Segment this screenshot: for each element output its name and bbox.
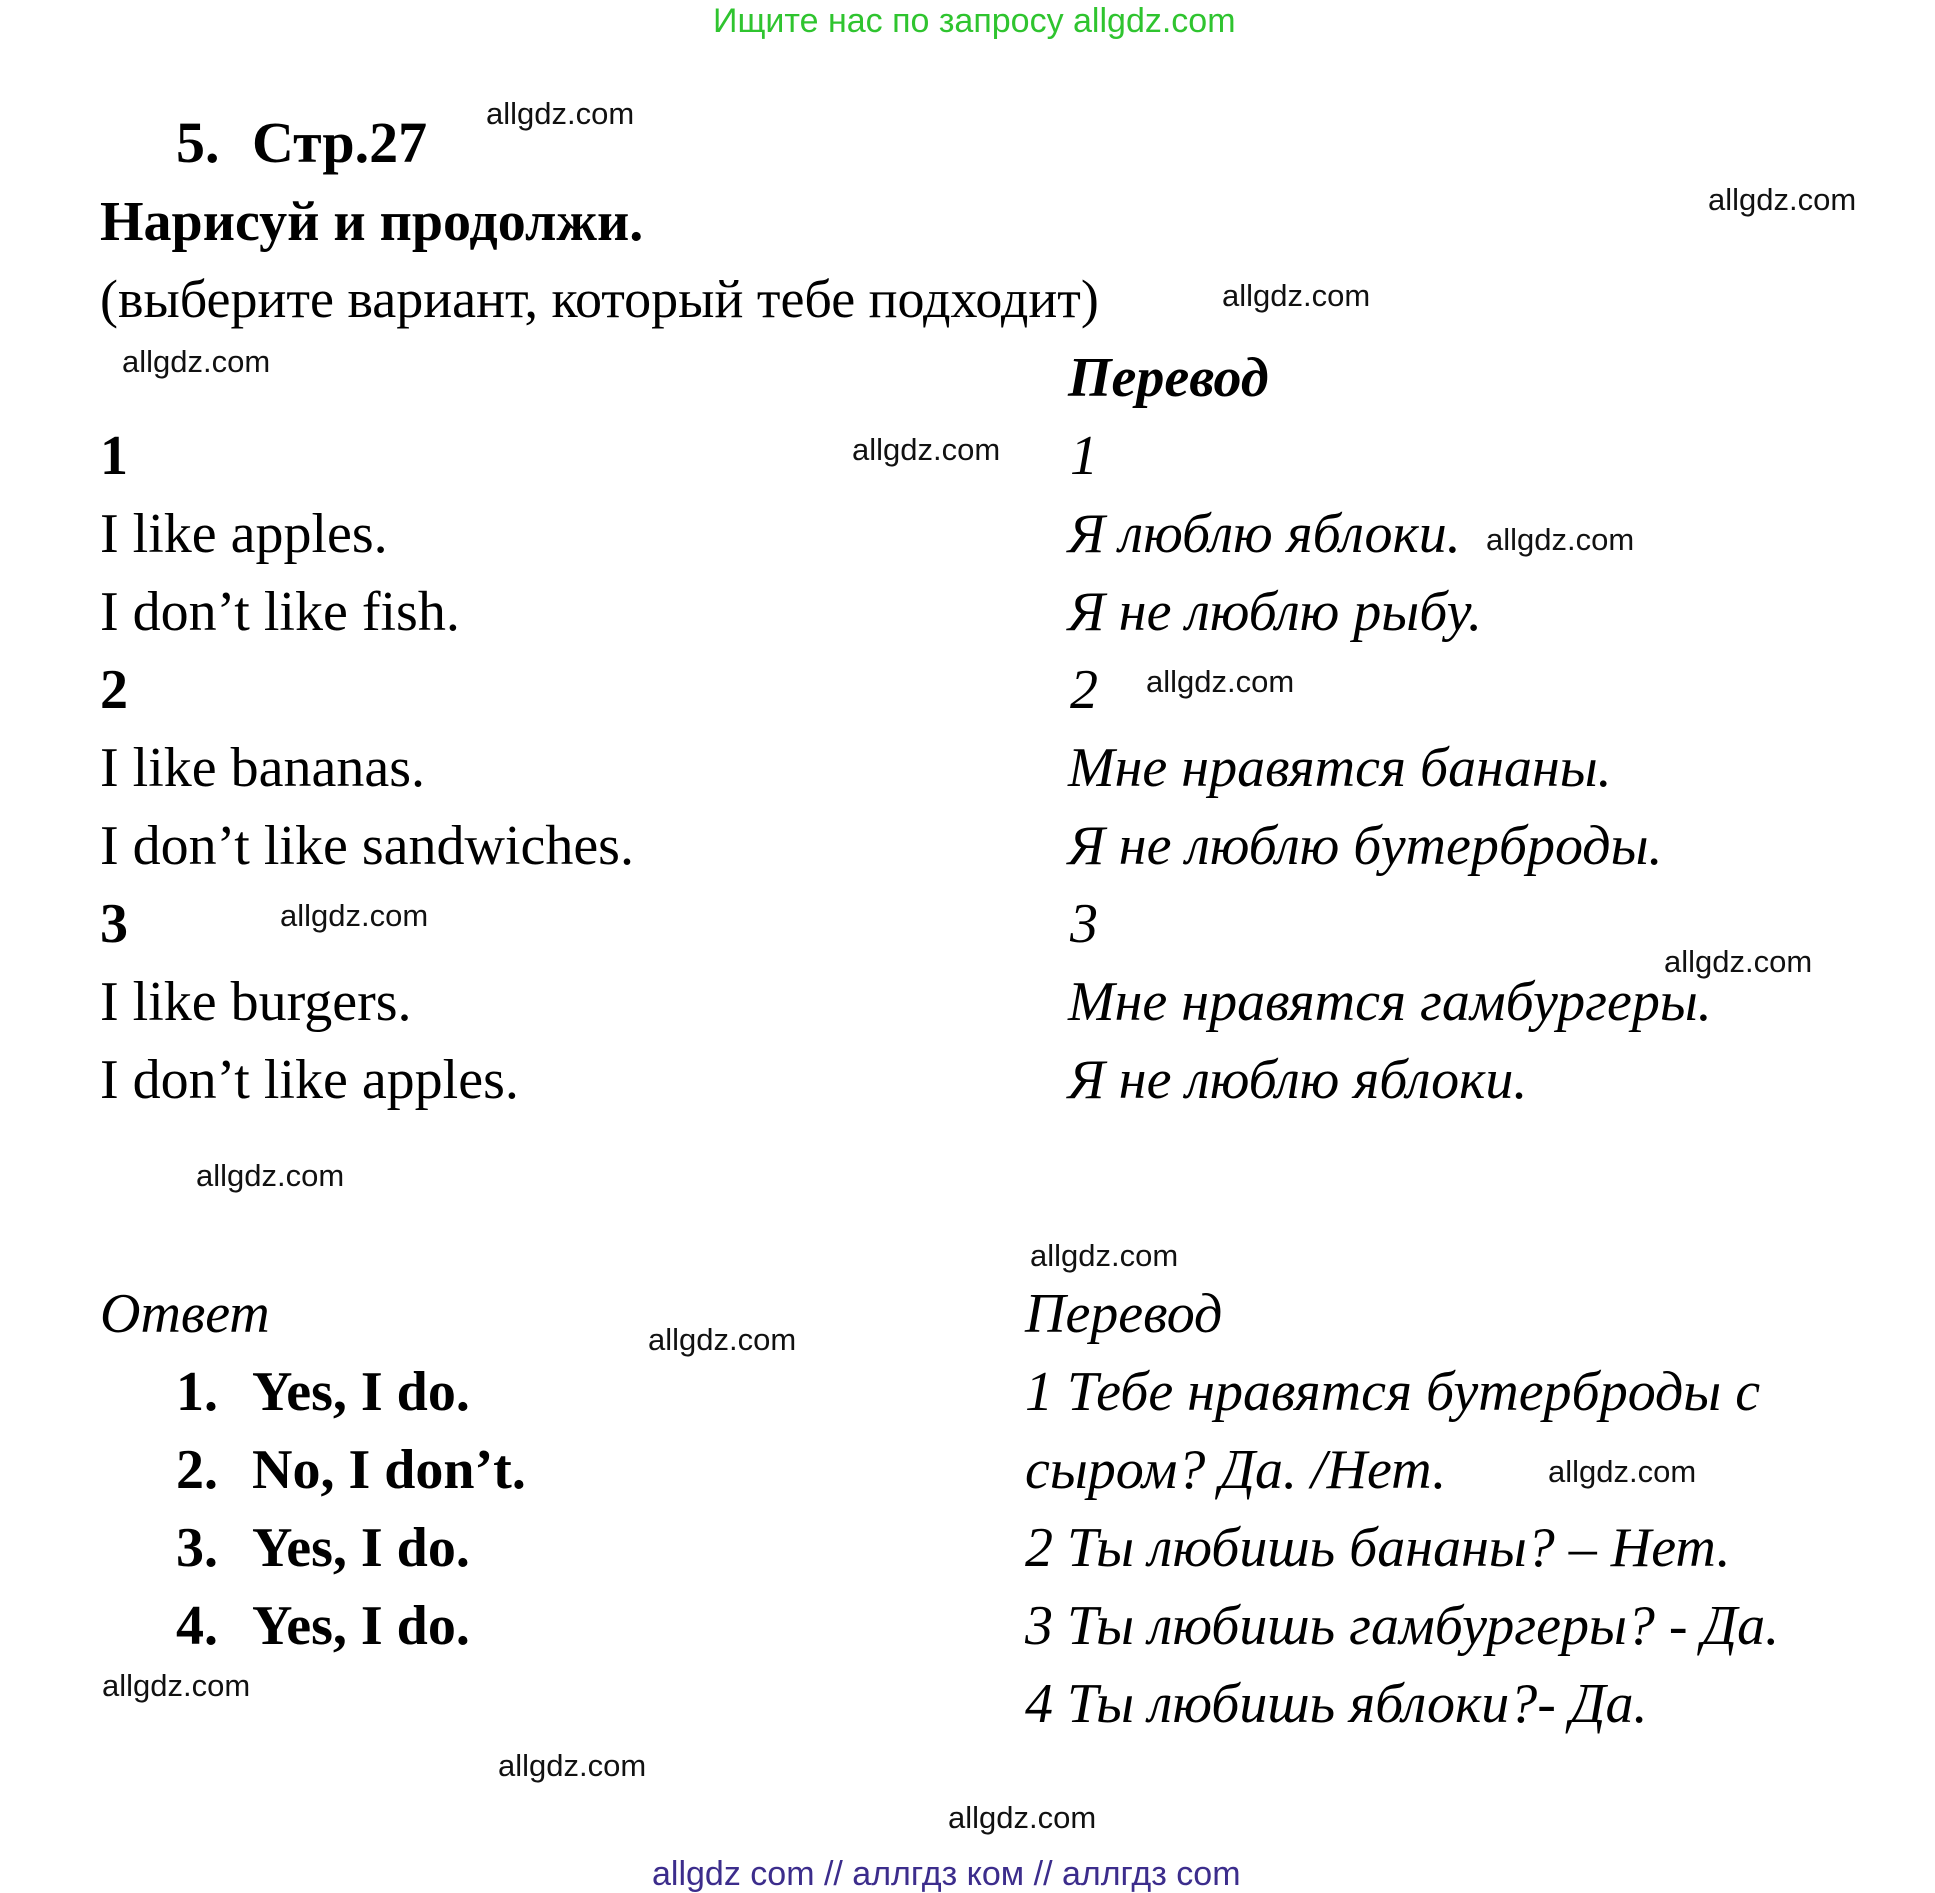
watermark: allgdz.com [1146, 664, 1295, 699]
answer-translation-line: 1 Тебе нравятся бутерброды с [1025, 1361, 1761, 1423]
option-like: I like bananas. [100, 737, 425, 799]
watermark: allgdz.com [1708, 182, 1857, 217]
option-like: I like apples. [100, 503, 388, 565]
option-number: 3 [100, 893, 128, 955]
exercise-title: Нарисуй и продолжи. [100, 191, 644, 253]
watermark: allgdz.com [852, 432, 1001, 467]
top-banner[interactable]: Ищите нас по запросу allgdz.com [713, 2, 1236, 40]
answer-number: 1. [176, 1361, 218, 1423]
exercise-subtitle: (выберите вариант, который тебе подходит) [100, 269, 1099, 329]
watermark: allgdz.com [196, 1158, 345, 1193]
watermark: allgdz.com [648, 1322, 797, 1357]
watermark: allgdz.com [498, 1748, 647, 1783]
watermark: allgdz.com [486, 96, 635, 131]
answer-text: Yes, I do. [252, 1517, 470, 1579]
answer-translation-line: 3 Ты любишь гамбургеры? - Да. [1025, 1595, 1780, 1657]
answer-text: Yes, I do. [252, 1361, 470, 1423]
watermark: allgdz.com [280, 898, 429, 933]
answer-translation-label: Перевод [1025, 1283, 1223, 1345]
translation-like: Мне нравятся гамбургеры. [1068, 971, 1712, 1033]
translation-dislike: Я не люблю бутерброды. [1068, 815, 1663, 877]
exercise-number: 5. [176, 110, 220, 175]
translation-like: Я люблю яблоки. [1068, 503, 1461, 565]
answer-number: 4. [176, 1595, 218, 1657]
watermark: allgdz.com [122, 344, 271, 379]
watermark: allgdz.com [102, 1668, 251, 1703]
answer-text: No, I don’t. [252, 1439, 526, 1501]
answer-translation-line: сыром? Да. /Нет. [1025, 1439, 1447, 1501]
watermark: allgdz.com [948, 1800, 1097, 1835]
watermark: allgdz.com [1222, 278, 1371, 313]
translation-number: 3 [1070, 893, 1098, 955]
watermark: allgdz.com [1030, 1238, 1179, 1273]
translation-heading: Перевод [1068, 347, 1269, 409]
watermark: allgdz.com [1548, 1454, 1697, 1489]
option-like: I like burgers. [100, 971, 412, 1033]
option-dislike: I don’t like apples. [100, 1049, 519, 1111]
watermark: allgdz.com [1664, 944, 1813, 979]
option-dislike: I don’t like sandwiches. [100, 815, 634, 877]
page-reference: Стр.27 [252, 110, 428, 175]
translation-dislike: Я не люблю рыбу. [1068, 581, 1482, 643]
translation-number: 2 [1070, 659, 1098, 721]
answer-translation-line: 2 Ты любишь бананы? – Нет. [1025, 1517, 1731, 1579]
answer-translation-line: 4 Ты любишь яблоки?- Да. [1025, 1673, 1648, 1735]
option-number: 2 [100, 659, 128, 721]
answer-label: Ответ [100, 1283, 270, 1345]
answer-number: 3. [176, 1517, 218, 1579]
watermark: allgdz.com [1486, 522, 1635, 557]
translation-number: 1 [1070, 425, 1098, 487]
option-dislike: I don’t like fish. [100, 581, 460, 643]
bottom-banner[interactable]: allgdz com // аллгдз ком // аллгдз com [652, 1855, 1241, 1893]
option-number: 1 [100, 425, 128, 487]
translation-like: Мне нравятся бананы. [1068, 737, 1612, 799]
translation-dislike: Я не люблю яблоки. [1068, 1049, 1528, 1111]
answer-number: 2. [176, 1439, 218, 1501]
answer-text: Yes, I do. [252, 1595, 470, 1657]
